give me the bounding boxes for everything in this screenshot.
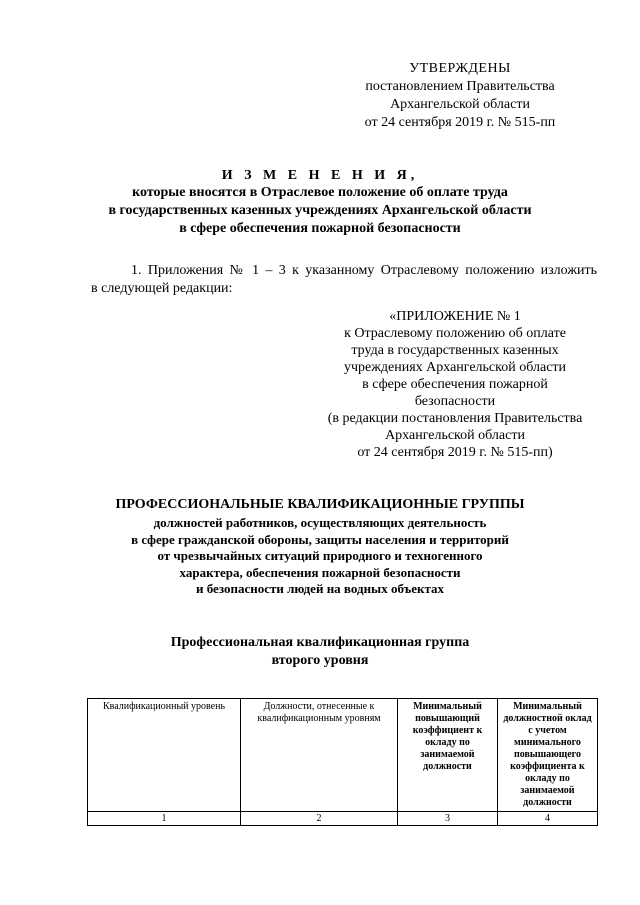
approval-stamp <box>360 60 560 132</box>
approval-line: постановлением Правительства <box>365 79 555 94</box>
table-header-row <box>88 699 598 812</box>
appendix-header <box>300 308 610 461</box>
groups-subtitle-line: характера, обеспечения пожарной безопасности <box>179 564 461 580</box>
column-header-coefficient: Минимальный повышающий коэффициент к окладу по занимаемой должности <box>398 699 498 812</box>
appendix-line: «ПРИЛОЖЕНИЕ № 1 <box>389 309 521 324</box>
group-heading-line: Профессиональная квалификационная группа <box>170 635 470 650</box>
groups-subtitle-line: должностей работников, осуществляющих деятельность <box>153 515 487 530</box>
body-paragraph <box>91 262 597 298</box>
column-number: 3 <box>398 812 498 826</box>
group-heading <box>140 634 500 670</box>
column-header-salary: Минимальный должностной оклад с учетом минимального повышающего коэффициента к окладу по занимаемой должности <box>498 699 598 812</box>
changes-subtitle-line: которые вносятся в Отраслевое положение об оплате труда <box>132 185 508 200</box>
column-header-level: Квалификационный уровень <box>88 699 241 812</box>
appendix-line: Архангельской области <box>385 428 525 443</box>
changes-subtitle-line: в государственных казенных учреждениях Архангельской области <box>108 203 532 218</box>
column-number: 4 <box>498 812 598 826</box>
groups-title: ПРОФЕССИОНАЛЬНЫЕ КВАЛИФИКАЦИОННЫЕ ГРУППЫ <box>115 497 525 512</box>
column-number: 1 <box>88 812 241 826</box>
table-row <box>88 812 598 826</box>
groups-subtitle <box>100 515 540 598</box>
paragraph-line: в следующей редакции: <box>91 281 233 296</box>
groups-subtitle-line: и безопасности людей на водных объектах <box>195 581 445 596</box>
groups-subtitle-line: в сфере гражданской обороны, защиты населения и территорий <box>131 531 509 547</box>
changes-subtitle-line: в сфере обеспечения пожарной безопасности <box>179 221 461 236</box>
appendix-line: к Отраслевому положению об оплате <box>344 326 566 341</box>
appendix-line: безопасности <box>414 394 496 409</box>
changes-subtitle <box>90 184 550 238</box>
paragraph-line: 1. Приложения № 1 – 3 к указанному Отраслевому положению изложить <box>131 263 597 278</box>
column-number: 2 <box>241 812 398 826</box>
group-heading-line: второго уровня <box>271 653 369 668</box>
appendix-line: от 24 сентября 2019 г. № 515-пп) <box>357 445 553 460</box>
column-header-positions: Должности, отнесенные к квалификационным уровням <box>241 699 398 812</box>
approval-line: Архангельской области <box>390 97 530 112</box>
changes-title: И З М Е Н Е Н И Я, <box>221 168 419 183</box>
appendix-line: учреждениях Архангельской области <box>343 360 567 375</box>
approval-date-line: от 24 сентября 2019 г. № 515-пп <box>364 115 556 130</box>
appendix-line: труда в государственных казенных <box>351 343 559 358</box>
appendix-line: (в редакции постановления Правительства <box>327 411 583 426</box>
approval-heading: УТВЕРЖДЕНЫ <box>409 61 511 76</box>
qualification-table <box>87 698 598 826</box>
appendix-line: в сфере обеспечения пожарной <box>362 377 548 392</box>
groups-subtitle-line: от чрезвычайных ситуаций природного и техногенного <box>157 548 483 563</box>
